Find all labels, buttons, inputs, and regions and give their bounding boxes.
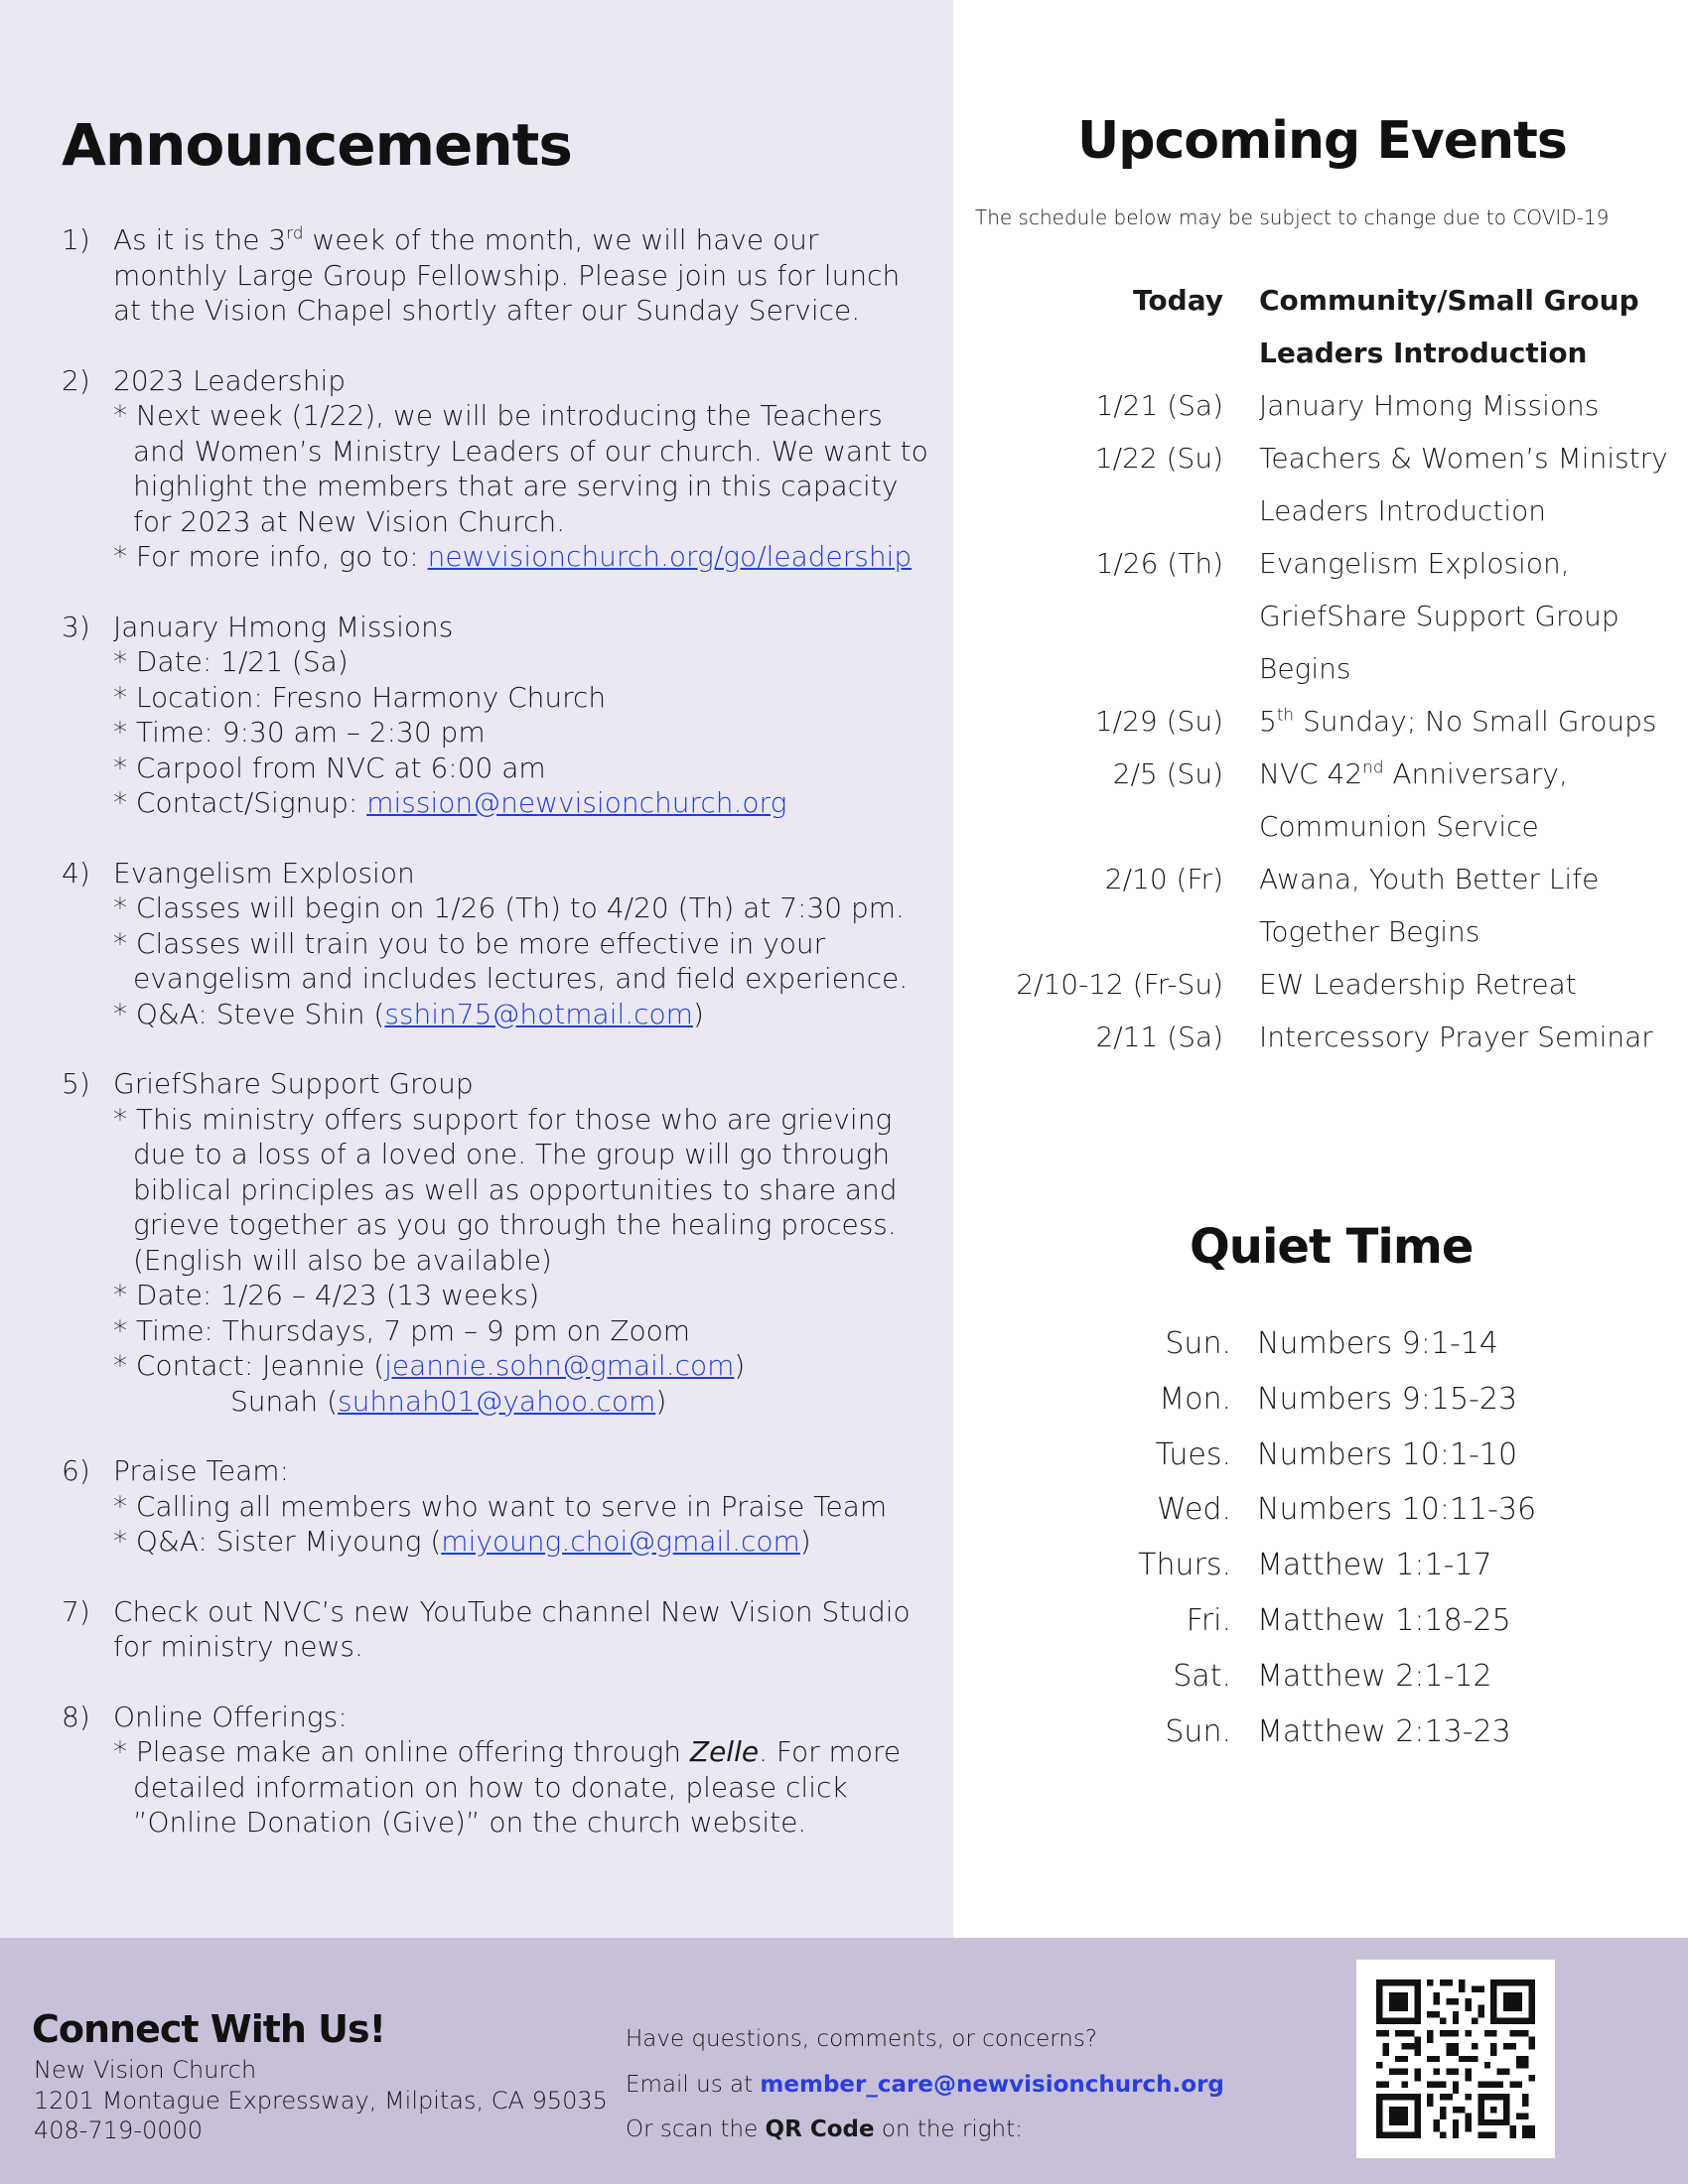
event-row [953,484,1688,537]
bullet-text: * Please make an online offering through [113,1735,690,1768]
announcement-bullet [113,1348,935,1384]
quiet-time-row [1092,1482,1536,1538]
event-desc: Leaders Introduction [1259,494,1547,527]
announcement-number: 3) [62,610,90,643]
quiet-reading: Matthew 2:13-23 [1257,1713,1511,1749]
announcement-body [113,363,935,575]
quiet-time-row [1092,1316,1536,1372]
announcement-body [113,1700,935,1841]
announcement-bullet: * Time: Thursdays, 7 pm – 9 pm on Zoom [113,1313,691,1347]
bullet-text: ) [692,997,704,1030]
bullet-text: ) [734,1349,746,1382]
quiet-day: Fri. [1186,1602,1231,1638]
event-row [953,327,1688,379]
announcement-bullet [113,539,935,575]
event-desc: Teachers & Women’s Ministry [1259,442,1668,475]
event-desc: January Hmong Missions [1259,389,1600,422]
member-care-email-link[interactable]: member_care@newvisionchurch.org [760,2071,1224,2098]
announcement-3 [62,610,935,821]
events-list [953,274,1688,1063]
help-info [626,2017,1224,2153]
zelle-text: Zelle [689,1735,760,1768]
announcement-number: 1) [62,223,90,256]
bullet-text: * Q&A: Steve Shin ( [113,997,385,1030]
announcement-heading: January Hmong Missions [113,610,454,643]
quiet-time-row [1092,1705,1536,1760]
event-row [953,642,1688,695]
bullet-text: ) [655,1384,667,1418]
superscript: rd [286,222,304,243]
announcement-body [113,1453,935,1560]
event-desc: Evangelism Explosion, [1259,547,1570,580]
event-desc-part: NVC 42 [1259,757,1363,790]
event-desc: EW Leadership Retreat [1259,968,1577,1001]
superscript: nd [1362,756,1384,777]
event-date [953,905,1259,958]
announcement-heading: GriefShare Support Group [113,1067,474,1100]
help-question: Have questions, comments, or concerns? [626,2026,1098,2052]
church-name: New Vision Church [34,2056,257,2084]
announcements-title: Announcements [62,111,572,179]
event-row [953,853,1688,905]
quiet-time-list [1092,1316,1536,1759]
help-text: Or scan the [626,2116,766,2142]
event-date: 2/10 (Fr) [1104,863,1223,895]
event-row [953,537,1688,590]
announcement-text-part: As it is the 3 [113,223,287,256]
bullet-text: . For more detailed information on how to donate, please click ”Online Donation (Give)” on the church website. [133,1735,902,1839]
announcement-body [113,856,935,1032]
event-date [953,484,1259,537]
announcement-number: 8) [62,1700,90,1733]
announcement-1 [62,222,935,329]
announcement-number: 4) [62,856,90,889]
announcement-bullet: * Date: 1/21 (Sa) [113,645,349,678]
help-text: Email us at [626,2071,761,2098]
announcement-bullet [113,785,935,821]
contact-info [34,2055,608,2146]
miyoung-email-link[interactable]: miyoung.choi@gmail.com [441,1525,800,1558]
announcement-5 [62,1066,935,1419]
help-qr-line [626,2108,1224,2153]
event-date: Today [1133,284,1223,317]
announcement-bullet: * Calling all members who want to serve in Praise Team [113,1489,888,1523]
event-date: 1/29 (Su) [1094,705,1223,738]
qr-code-icon [1376,1979,1535,2138]
announcement-bullet: * Date: 1/26 – 4/23 (13 weeks) [113,1279,540,1311]
bullet-text: * Contact/Signup: [113,786,367,819]
event-desc: Awana, Youth Better Life [1259,863,1600,895]
event-date: 1/22 (Su) [1094,442,1223,475]
event-date: 1/26 (Th) [1095,547,1223,580]
event-date [953,800,1259,853]
event-row [953,695,1688,748]
events-note: The schedule below may be subject to change due to COVID-19 [975,205,1610,229]
quiet-reading: Matthew 1:18-25 [1257,1602,1511,1638]
quiet-day: Sun. [1165,1713,1231,1749]
announcement-2 [62,363,935,575]
event-desc: Leaders Introduction [1259,337,1588,369]
quiet-reading: Matthew 2:1-12 [1257,1658,1492,1694]
event-desc [1259,695,1688,748]
quiet-day: Tues. [1155,1436,1231,1472]
announcement-bullet: * Time: 9:30 am – 2:30 pm [113,716,486,749]
quiet-day: Sun. [1165,1326,1231,1361]
help-text: on the right: [874,2116,1023,2142]
announcement-text [113,222,935,329]
announcement-7 [62,1594,935,1665]
announcement-bullet [113,997,935,1032]
event-date: 1/21 (Sa) [1095,389,1223,422]
jeannie-email-link[interactable]: jeannie.sohn@gmail.com [384,1349,735,1382]
announcement-bullet: * Next week (1/22), we will be introducing the Teachers and Women’s Ministry Leaders of our church. We want to highlight the members that are serving in this capacity for 2023 at New Vision Church. [113,399,928,538]
event-row [953,590,1688,642]
bullet-text: * For more info, go to: [113,540,428,573]
event-desc-part: Sunday; No Small Groups [1294,705,1657,738]
event-desc: Community/Small Group [1259,284,1639,317]
quiet-time-row [1092,1428,1536,1483]
event-desc-part: Anniversary, [1383,757,1568,790]
leadership-link[interactable]: newvisionchurch.org/go/leadership [427,540,913,573]
qr-code-label: QR Code [765,2116,875,2142]
announcement-heading: Praise Team: [113,1454,289,1487]
announcement-number: 5) [62,1067,90,1100]
announcement-bullet [113,1524,935,1560]
event-row [953,379,1688,432]
steve-email-link[interactable]: sshin75@hotmail.com [384,997,693,1030]
bullet-text: * Q&A: Sister Miyoung ( [113,1525,442,1558]
announcement-6 [62,1453,935,1560]
quiet-day: Thurs. [1138,1548,1231,1583]
event-date: 2/5 (Su) [1112,757,1223,790]
event-row [953,432,1688,484]
event-row [953,748,1688,800]
connect-title: Connect With Us! [32,2007,385,2051]
quiet-day: Wed. [1157,1492,1231,1528]
bullet-text: Sunah ( [230,1384,338,1418]
announcement-8 [62,1700,935,1841]
event-row [953,1011,1688,1063]
quiet-reading: Numbers 9:15-23 [1257,1381,1518,1417]
announcement-body [113,1066,935,1419]
event-date [953,642,1259,695]
event-row [953,958,1688,1011]
event-date: 2/11 (Sa) [1095,1021,1223,1053]
church-phone: 408-719-0000 [34,2116,204,2144]
announcement-number: 7) [62,1594,90,1628]
announcement-bullet [113,1734,935,1841]
mission-email-link[interactable]: mission@newvisionchurch.org [366,786,787,819]
sunah-email-link[interactable]: suhnah01@yahoo.com [338,1384,656,1418]
quiet-reading: Numbers 9:1-14 [1257,1326,1498,1361]
announcement-heading: 2023 Leadership [113,363,347,397]
event-desc: Begins [1259,652,1351,685]
announcement-bullet: * Carpool from NVC at 6:00 am [113,751,546,784]
announcement-heading: Evangelism Explosion [113,856,415,889]
announcement-text: Check out NVC’s new YouTube channel New Vision Studio for ministry news. [113,1594,911,1663]
quiet-time-row [1092,1593,1536,1649]
superscript: th [1276,704,1295,725]
quiet-time-row [1092,1372,1536,1428]
announcement-bullet [113,1384,935,1420]
announcement-bullet: * Classes will begin on 1/26 (Th) to 4/20 (Th) at 7:30 pm. [113,891,905,924]
announcement-bullet: * Classes will train you to be more effective in your evangelism and includes lectures, and field experience. [113,926,909,995]
event-row [953,274,1688,327]
announcements-list [62,222,935,1875]
quiet-day: Sat. [1173,1658,1231,1694]
event-date: 2/10-12 (Fr-Su) [1016,968,1223,1001]
quiet-day: Mon. [1159,1381,1231,1417]
event-date [953,327,1259,379]
announcement-number: 2) [62,363,90,397]
quiet-time-row [1092,1538,1536,1593]
event-desc: Together Begins [1259,915,1480,948]
help-email-line [626,2063,1224,2109]
event-desc [1259,748,1688,800]
event-date [953,590,1259,642]
event-desc-part: 5 [1259,705,1277,738]
events-title: Upcoming Events [1077,111,1567,171]
announcement-body [113,610,935,821]
quiet-reading: Numbers 10:11-36 [1257,1492,1537,1528]
quiet-time-title: Quiet Time [1190,1219,1474,1275]
event-desc: GriefShare Support Group [1259,600,1619,632]
announcement-bullet: * This ministry offers support for those who are grieving due to a loss of a loved one. The group will go through biblical principles as well as opportunities to share and grieve together as you go through the healing process. (English will also be available) [113,1102,898,1277]
announcement-bullet: * Location: Fresno Harmony Church [113,680,607,714]
bullet-text: ) [799,1525,811,1558]
quiet-reading: Matthew 1:1-17 [1257,1548,1492,1583]
announcement-number: 6) [62,1454,90,1487]
announcement-text-part: week of the month, we will have our monthly Large Group Fellowship. Please join us for lunch at the Vision Chapel shortly after our Sunday Service. [113,223,901,327]
qr-code[interactable] [1356,1960,1555,2158]
event-row [953,800,1688,853]
quiet-time-row [1092,1649,1536,1705]
event-row [953,905,1688,958]
announcement-heading: Online Offerings: [113,1700,348,1733]
announcement-4 [62,856,935,1032]
event-desc: Intercessory Prayer Seminar [1259,1021,1653,1053]
bullet-text: * Contact: Jeannie ( [113,1349,385,1382]
quiet-reading: Numbers 10:1-10 [1257,1436,1518,1472]
event-desc: Communion Service [1259,810,1539,843]
church-address: 1201 Montague Expressway, Milpitas, CA 95035 [34,2086,608,2115]
